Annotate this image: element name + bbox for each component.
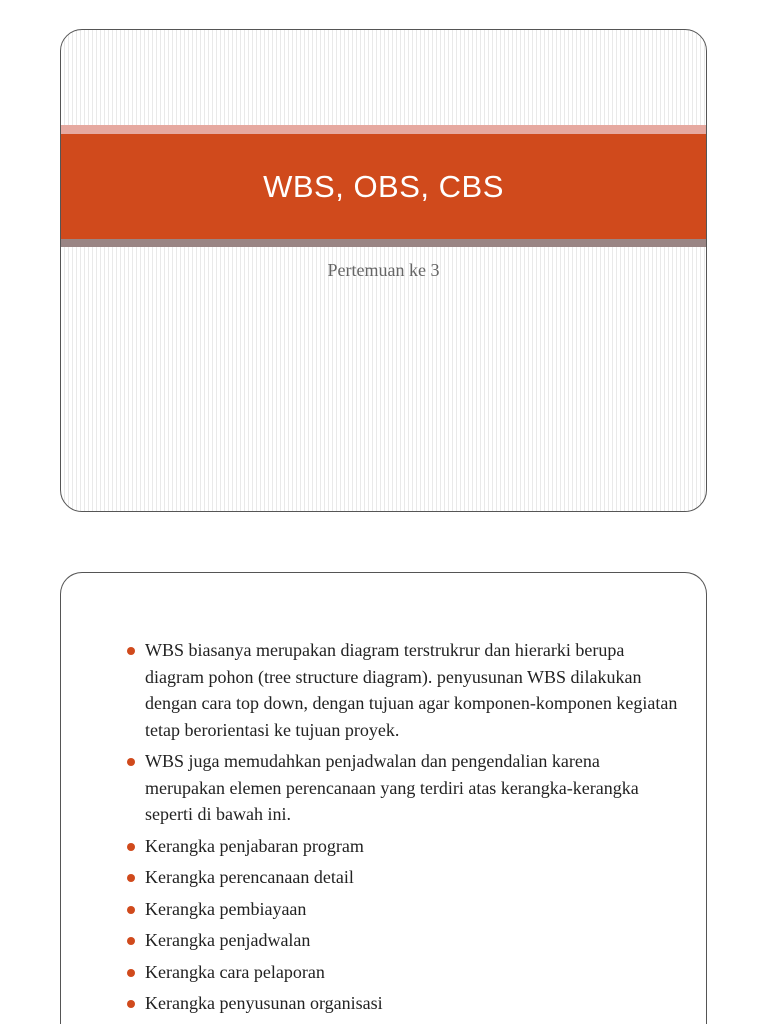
list-item — [123, 927, 683, 954]
title-slide — [60, 29, 707, 512]
list-item — [123, 833, 683, 860]
list-item — [123, 864, 683, 891]
slide-subtitle: Pertemuan ke 3 — [327, 260, 440, 280]
bullet-icon — [127, 1000, 135, 1008]
bullet-text: WBS biasanya merupakan diagram terstrukrur dan hierarki berupa diagram pohon (tree structure diagram). penyusunan WBS dilakukan dengan cara top down, dengan tujuan agar komponen-komponen kegiatan tetap berorientasi ke tujuan proyek. — [145, 640, 678, 740]
bullet-text: Kerangka penyusunan organisasi — [145, 993, 383, 1013]
list-item — [123, 959, 683, 986]
bullet-icon — [127, 647, 135, 655]
bullet-icon — [127, 969, 135, 977]
bullet-text: Kerangka penjabaran program — [145, 835, 364, 856]
bullet-icon — [127, 843, 135, 851]
list-item — [123, 896, 683, 923]
bullet-icon — [127, 758, 135, 766]
slide-title: WBS, OBS, CBS — [263, 169, 504, 204]
bullet-text: Kerangka pembiayaan — [145, 898, 307, 919]
bullet-text: Kerangka cara pelaporan — [145, 961, 325, 982]
title-band-bottom — [61, 239, 706, 247]
bullet-text: WBS juga memudahkan penjadwalan dan pengendalian karena merupakan elemen perencanaan yang terdiri atas kerangka-kerangka seperti di bawah ini. — [145, 751, 639, 824]
bullet-icon — [127, 906, 135, 914]
list-item — [123, 990, 683, 1017]
bullet-text: Kerangka penjadwalan — [145, 930, 311, 950]
bullet-list — [123, 637, 683, 1022]
bullet-icon — [127, 937, 135, 945]
content-slide — [60, 572, 707, 1024]
bullet-icon — [127, 874, 135, 882]
list-item — [123, 637, 683, 743]
bullet-text: Kerangka perencanaan detail — [145, 867, 354, 887]
list-item — [123, 748, 683, 828]
title-band-top — [61, 125, 706, 134]
